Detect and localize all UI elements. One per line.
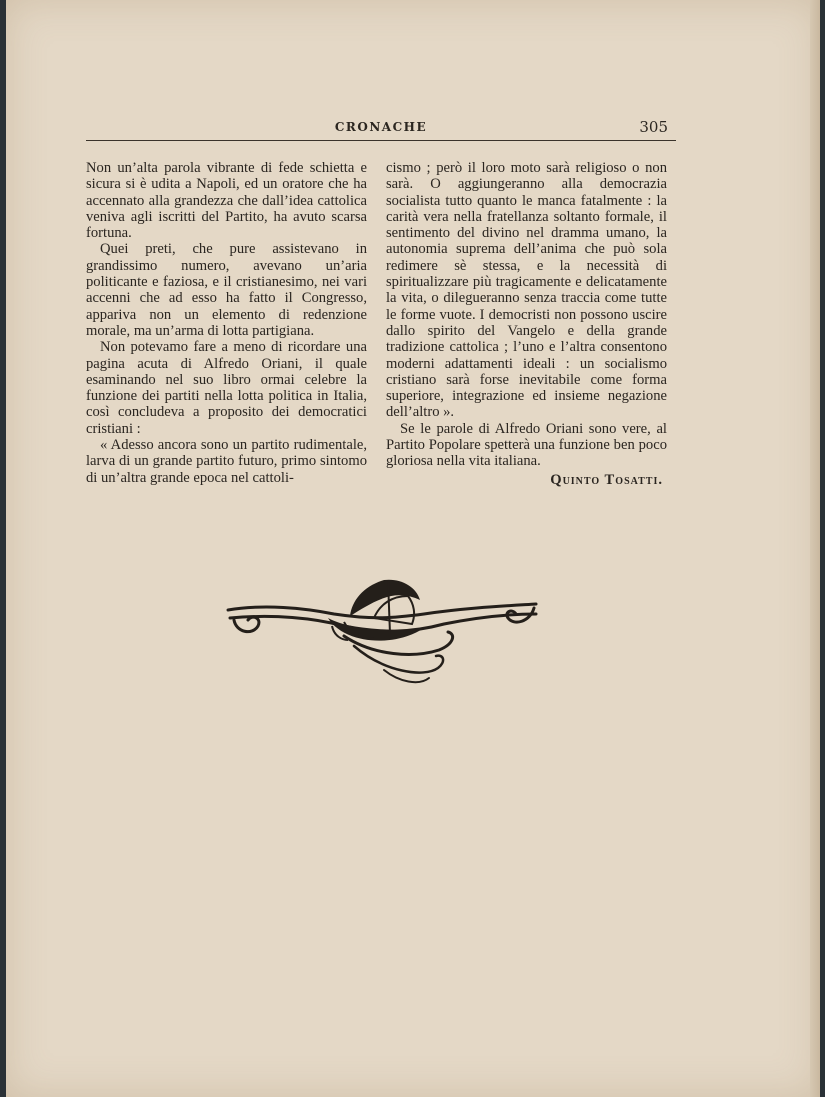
paragraph: cismo ; però il loro moto sarà religioso o non sarà. O aggiungeranno alla democrazia socialista tutto quanto le manca fatalmente : la carità vera nella fratellanza soltanto formale, il sentimento del divino nel dramma umano, la autonomia suprema dell’anima che può sola redimere sè stessa, e la necessità di spiritualizzare più tragicamente e delicatamente la vita, o dilegueranno senza traccia come tutte le forme vuote. I democristi non possono uscire dallo spirito del Vangelo e della grande tradizione cattolica ; l’uno e l’altra consentono moderni adattamenti ideali : un socialismo cristiano sarà forse inevitabile come forma superiore, integrazione ed insieme negazione dell’altro ». [386,160,667,421]
left-column [86,160,367,486]
paragraph: Se le parole di Alfredo Oriani sono vere, al Partito Popolare spetterà una funzione ben poco gloriosa nella vita italiana. [386,420,667,470]
page-edge [810,0,820,1097]
right-column [386,160,667,488]
ship-on-waves-vignette-icon [224,574,542,690]
running-head-title: CRONACHE [334,120,428,134]
book-page [6,0,820,1097]
paragraph: Non un’alta parola vibrante di fede schietta e sicura si è udita a Napoli, ed un oratore che ha accennato alla grandezza che dall’idea cattolica veniva agli iscritti del Partito, ha avuto scarsa fortuna. [86,160,367,242]
page-number: 305 [639,118,668,136]
paragraph: Non potevamo fare a meno di ricordare una pagina acuta di Alfredo Oriani, il quale esaminando nel suo libro ormai celebre la funzione dei partiti nella lotta politica in Italia, così concludeva a proposito dei democratici cristiani : [86,339,367,437]
paragraph: Quei preti, che pure assistevano in grandissimo numero, avevano un’aria politicante e faziosa, e il cristianesimo, nei vari accenni che ad esso ha fatto il Congresso, appariva non un elemento di redenzione morale, ma un’arma di lotta partigiana. [86,241,367,339]
running-head [86,118,676,141]
author-signature: Quinto Tosatti. [550,471,663,488]
paragraph: « Adesso ancora sono un partito rudimentale, larva di un grande partito futuro, primo sintomo di un’altra grande epoca nel cattoli- [86,437,367,486]
